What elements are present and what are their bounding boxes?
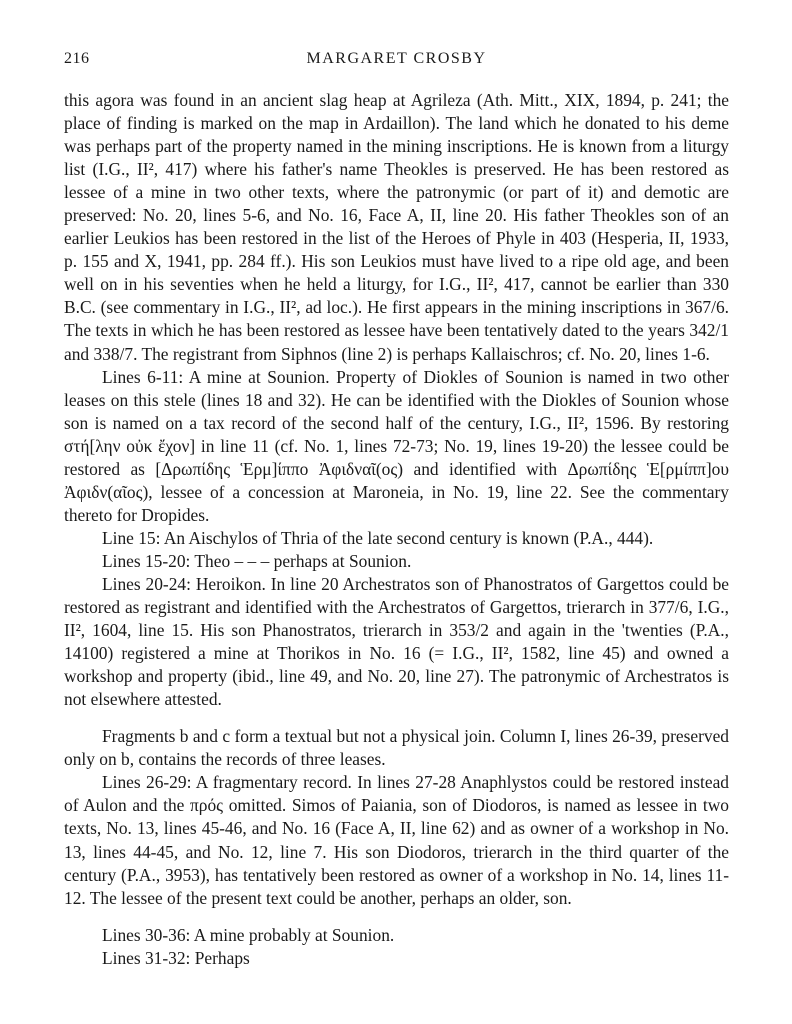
running-head-author: MARGARET CROSBY [306, 50, 487, 67]
paragraph-line-15: Line 15: An Aischylos of Thria of the late second century is known (P.A., 444). [102, 527, 654, 548]
paragraph-lines-15-20: Lines 15-20: Theo – – – perhaps at Sounion. [102, 550, 412, 571]
paragraph-lines-6-11: Lines 6-11: A mine at Sounion. Property of Diokles of Sounion is named in two other leases on this stele (lines 18 and 32). He can be identified with the Diokles of Sounion whose son is named on a tax record of the second half of the century, I.G., II², 1596. By restoring στή[λην οὐκ ἔχον] in line 11 (cf. No. 1, lines 72-73; No. 19, lines 19-20) the lessee could be restored as [Δρωπίδης Ἑρμ]ίππο Ἀφιδναῖ(ος) and identified with Δρωπίδης Ἑ[ρμίππ]ου Ἀφιδν(αῖος), lessee of a concession at Maroneia, in No. 19, line 22. See the commentary thereto for Dropides. [64, 366, 729, 525]
paragraph-agora: this agora was found in an ancient slag heap at Agrileza (Ath. Mitt., XIX, 1894, p. 241; the place of finding is marked on the map in Ardaillon). The land which he donated to his deme was perhaps part of the property named in the mining inscriptions. He is known from a liturgy list (I.G., II², 417) where his father's name Theokles is preserved. He has been restored as lessee of a mine in two other texts, where the patronymic (or part of it) and demotic are preserved: No. 20, lines 5-6, and No. 16, Face A, II, line 20. His father Theokles son of an earlier Leukios has been restored in the list of the Heroes of Phyle in 403 (Hesperia, II, 1933, p. 155 and X, 1941, pp. 284 ff.). His son Leukios must have lived to a ripe old age, and been well on in his seventies when he held a liturgy, for I.G., II², 417, cannot be earlier than 330 B.C. (see commentary in I.G., II², ad loc.). He first appears in the mining inscriptions in 367/6. The texts in which he has been restored as lessee have been tentatively dated to the years 342/1 and 338/7. The registrant from Siphnos (line 2) is perhaps Kallaischros; cf. No. 20, lines 1-6. [64, 90, 729, 364]
paragraph-lines-30-36: Lines 30-36: A mine probably at Sounion. [102, 924, 395, 945]
paragraph-fragments: Fragments b and c form a textual but not a physical join. Column I, lines 26-39, preserved only on b, contains the records of three leases. [64, 726, 729, 770]
page-number: 216 [64, 50, 90, 67]
paragraph-lines-31-32: Lines 31-32: Perhaps [102, 947, 250, 968]
page [64, 50, 729, 970]
body-text [64, 89, 729, 970]
running-head [64, 50, 729, 72]
paragraph-lines-20-24: Lines 20-24: Heroikon. In line 20 Archestratos son of Phanostratos of Gargettos could be restored as registrant and identified with the Archestratos of Gargettos, trierarch in 377/6, I.G., II², 1604, line 15. His son Phanostratos, trierarch in 353/2 and again in the 'twenties (P.A., 14100) registered a mine at Thorikos in No. 16 (= I.G., II², 1582, line 45) and owned a workshop and property (ibid., line 49, and No. 20, line 27). The patronymic of Archestratos is not elsewhere attested. [64, 573, 729, 710]
paragraph-lines-26-29: Lines 26-29: A fragmentary record. In lines 27-28 Anaphlystos could be restored instead of Aulon and the πρός omitted. Simos of Paiania, son of Diodoros, is named as lessee in two texts, No. 13, lines 45-46, and No. 16 (Face A, II, line 62) and as owner of a workshop in No. 13, lines 44-45, and No. 12, line 7. His son Diodoros, trierarch in the third quarter of the century (P.A., 3953), has tentatively been restored as owner of a workshop in No. 14, lines 11-12. The lessee of the present text could be another, perhaps an older, son. [64, 772, 729, 908]
